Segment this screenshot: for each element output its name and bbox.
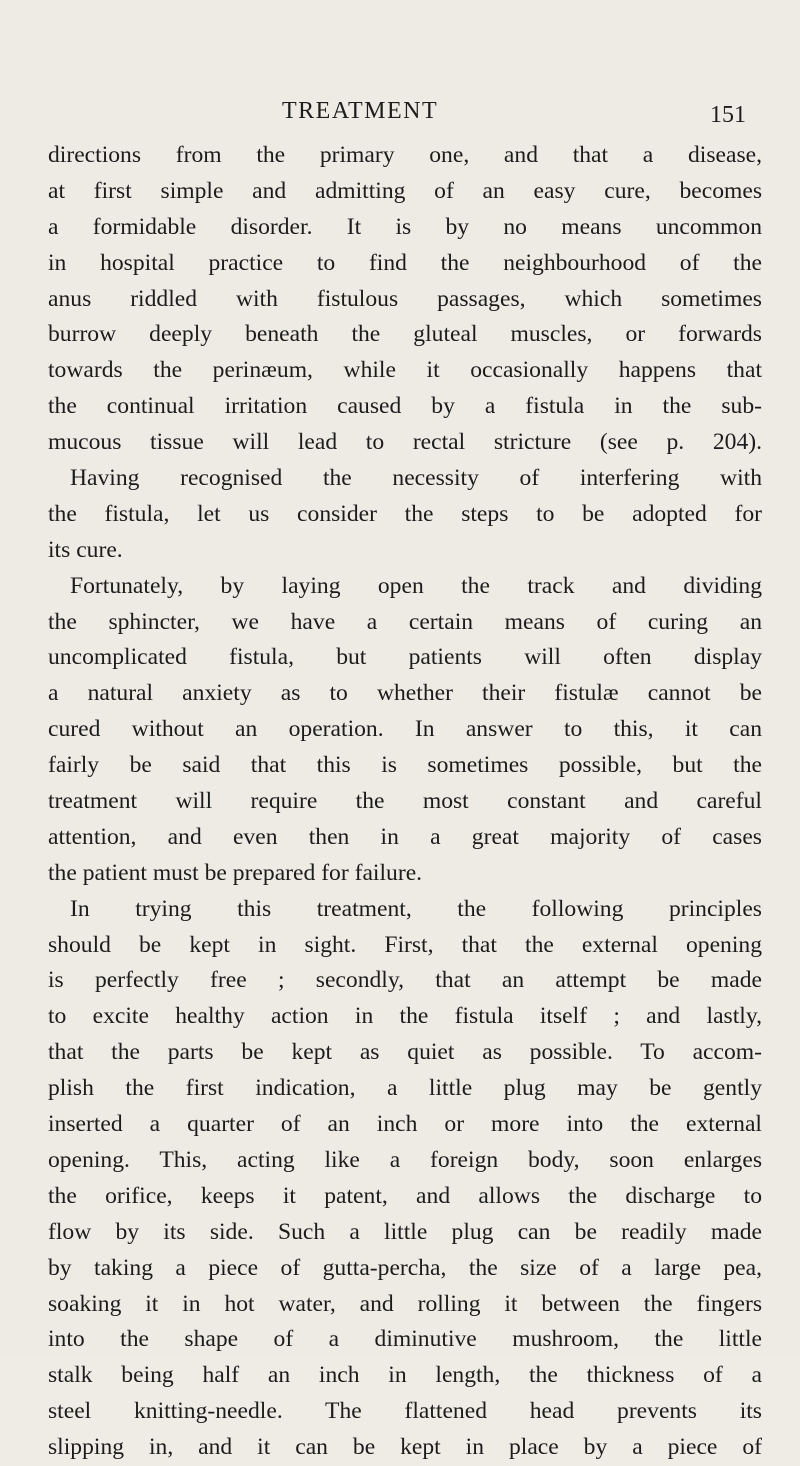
text-line: burrow deeply beneath the gluteal muscles, or forwards — [48, 321, 762, 348]
paragraph-last-line: its cure. — [48, 536, 123, 563]
text-line: a natural anxiety as to whether their fistulæ cannot be — [48, 680, 762, 707]
text-line: to excite healthy action in the fistula itself ; and lastly, — [48, 1003, 762, 1030]
paragraph-first-line: In trying this treatment, the following principles — [70, 895, 762, 922]
paragraph-last-line: the patient must be prepared for failure. — [48, 859, 423, 886]
text-line: inserted a quarter of an inch or more into the external — [48, 1111, 762, 1138]
paragraph-first-line: Fortunately, by laying open the track and dividing — [70, 572, 762, 599]
page-number: 151 — [710, 102, 746, 128]
text-line: at first simple and admitting of an easy cure, becomes — [48, 177, 762, 204]
text-line: that the parts be kept as quiet as possible. To accom- — [48, 1039, 762, 1066]
text-line: plish the first indication, a little plug may be gently — [48, 1075, 762, 1102]
text-line: opening. This, acting like a foreign body, soon enlarges — [48, 1146, 762, 1173]
text-line: attention, and even then in a great majority of cases — [48, 823, 762, 850]
text-line: is perfectly free ; secondly, that an attempt be made — [48, 967, 762, 994]
text-line: slipping in, and it can be kept in place by a piece of — [48, 1434, 762, 1461]
text-line: uncomplicated fistula, but patients will often display — [48, 644, 762, 671]
text-line: soaking it in hot water, and rolling it between the fingers — [48, 1290, 762, 1317]
running-head: TREATMENT — [282, 98, 439, 124]
text-line: towards the perinæum, while it occasionally happens that — [48, 357, 762, 384]
body-text — [48, 138, 762, 1466]
text-line: the continual irritation caused by a fistula in the sub- — [48, 393, 762, 420]
text-line: steel knitting-needle. The flattened head prevents its — [48, 1398, 762, 1425]
text-line: by taking a piece of gutta-percha, the size of a large pea, — [48, 1254, 762, 1281]
text-line: flow by its side. Such a little plug can be readily made — [48, 1218, 762, 1245]
text-line: fairly be said that this is sometimes possible, but the — [48, 752, 762, 779]
text-line: into the shape of a diminutive mushroom, the little — [48, 1326, 762, 1353]
text-line: treatment will require the most constant and careful — [48, 788, 762, 815]
text-line: in hospital practice to find the neighbourhood of the — [48, 249, 762, 276]
text-line: anus riddled with fistulous passages, which sometimes — [48, 285, 762, 312]
text-line: mucous tissue will lead to rectal stricture (see p. 204). — [48, 429, 762, 456]
text-line: directions from the primary one, and that a disease, — [48, 142, 762, 168]
text-line: the orifice, keeps it patent, and allows the discharge to — [48, 1182, 762, 1209]
text-line: a formidable disorder. It is by no means uncommon — [48, 213, 762, 240]
text-line: should be kept in sight. First, that the external opening — [48, 931, 762, 958]
text-line: stalk being half an inch in length, the thickness of a — [48, 1362, 762, 1389]
text-line: cured without an operation. In answer to this, it can — [48, 716, 762, 743]
paragraph-first-line: Having recognised the necessity of interfering with — [70, 465, 762, 492]
text-line: the sphincter, we have a certain means of curing an — [48, 608, 762, 635]
page-header — [0, 98, 800, 138]
text-line: the fistula, let us consider the steps to be adopted for — [48, 500, 762, 527]
